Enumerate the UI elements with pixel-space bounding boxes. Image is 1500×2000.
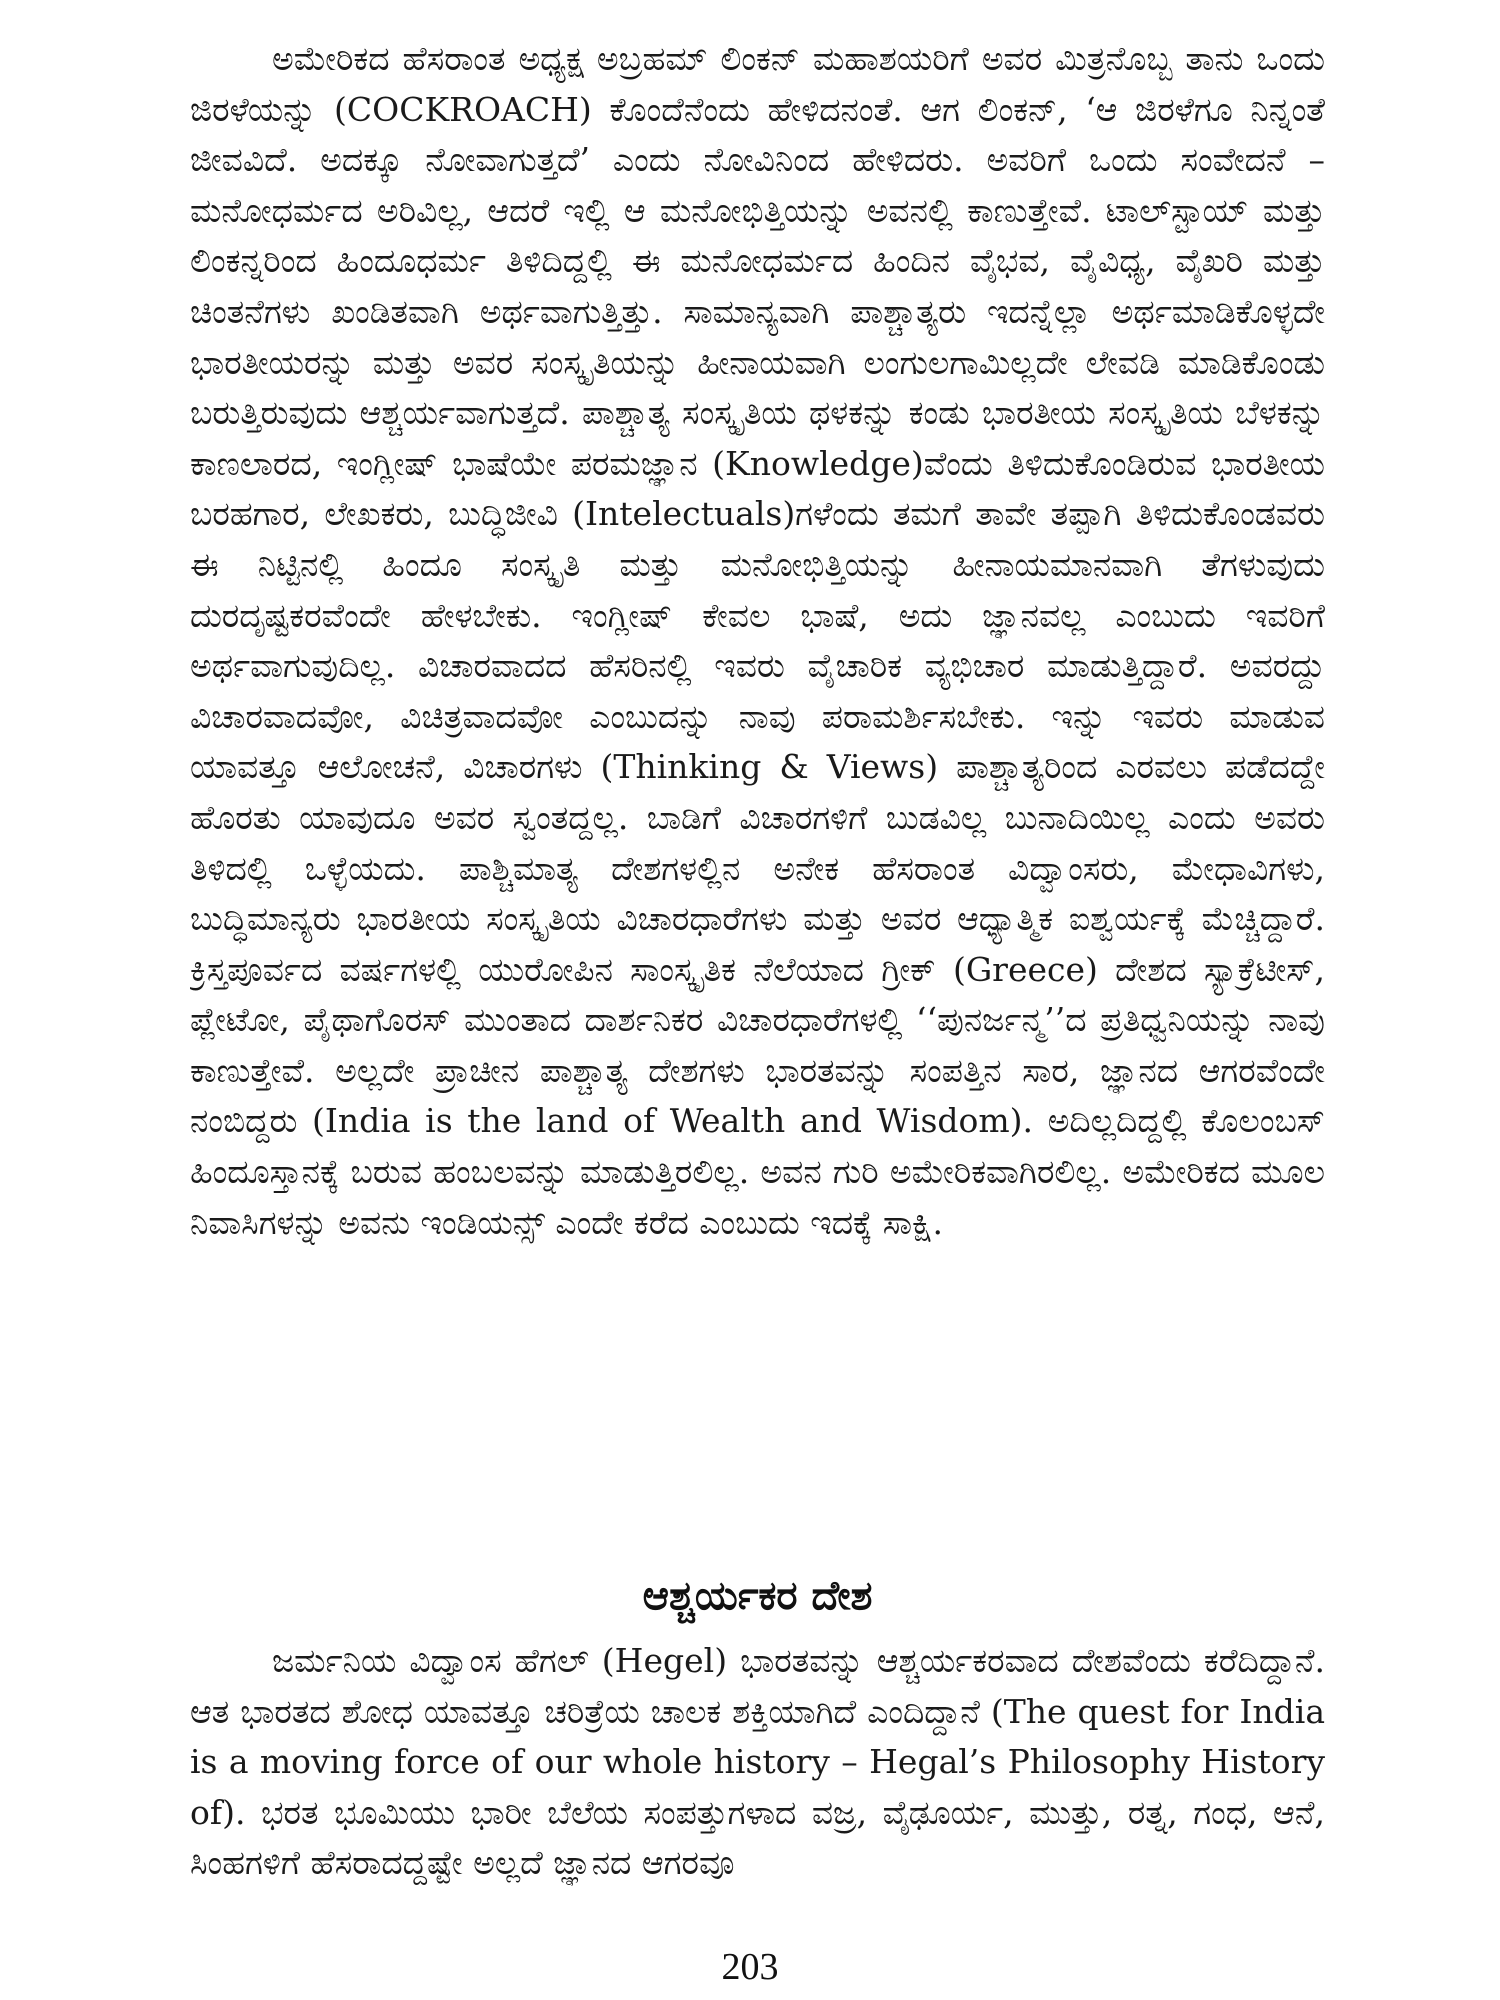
body-paragraph-2 <box>190 1636 1325 1948</box>
page-number: 203 <box>721 1946 779 1988</box>
body-paragraph-1 <box>190 34 1325 1534</box>
section-heading: ಆಶ್ಚರ್ಯಕರ ದೇಶ <box>642 1573 873 1619</box>
paragraph-text: ಅಮೇರಿಕದ ಹೆಸರಾಂತ ಅಧ್ಯಕ್ಷ ಅಬ್ರಹಮ್ ಲಿಂಕನ್ ಮಹಾಶಯರಿಗೆ ಅವರ ಮಿತ್ರನೊಬ್ಬ ತಾನು ಒಂದು ಜಿರಳೆಯನ್ನು (COCKROACH) ಕೊಂದೆನೆಂದು ಹೇಳಿದನಂತೆ. ಆಗ ಲಿಂಕನ್, ‘ಆ ಜಿರಳೆಗೂ ನಿನ್ನಂತೆ ಜೀವವಿದೆ. ಅದಕ್ಕೂ ನೋವಾಗುತ್ತದೆ’ ಎಂದು ನೋವಿನಿಂದ ಹೇಳಿದರು. ಅವರಿಗೆ ಒಂದು ಸಂವೇದನೆ – ಮನೋಧರ್ಮದ ಅರಿವಿಲ್ಲ, ಆದರೆ ಇಲ್ಲಿ ಆ ಮನೋಭಿತ್ತಿಯನ್ನು ಅವನಲ್ಲಿ ಕಾಣುತ್ತೇವೆ. ಟಾಲ್‌ಸ್ಟಾಯ್ ಮತ್ತು ಲಿಂಕನ್ನರಿಂದ ಹಿಂದೂಧರ್ಮ ತಿಳಿದಿದ್ದಲ್ಲಿ ಈ ಮನೋಧರ್ಮದ ಹಿಂದಿನ ವೈಭವ, ವೈವಿಧ್ಯ, ವೈಖರಿ ಮತ್ತು ಚಿಂತನೆಗಳು ಖಂಡಿತವಾಗಿ ಅರ್ಥವಾಗುತ್ತಿತ್ತು. ಸಾಮಾನ್ಯವಾಗಿ ಪಾಶ್ಚಾತ್ಯರು ಇದನ್ನೆಲ್ಲಾ ಅರ್ಥಮಾಡಿಕೊಳ್ಳದೇ ಭಾರತೀಯರನ್ನು ಮತ್ತು ಅವರ ಸಂಸ್ಕೃತಿಯನ್ನು ಹೀನಾಯವಾಗಿ ಲಂಗುಲಗಾಮಿಲ್ಲದೇ ಲೇವಡಿ ಮಾಡಿಕೊಂಡು ಬರುತ್ತಿರುವುದು ಆಶ್ಚರ್ಯವಾಗುತ್ತದೆ. ಪಾಶ್ಚಾತ್ಯ ಸಂಸ್ಕೃತಿಯ ಥಳಕನ್ನು ಕಂಡು ಭಾರತೀಯ ಸಂಸ್ಕೃತಿಯ ಬೆಳಕನ್ನು ಕಾಣಲಾರದ, ಇಂಗ್ಲೀಷ್ ಭಾಷೆಯೇ ಪರಮಜ್ಞಾನ (Knowledge)ವೆಂದು ತಿಳಿದುಕೊಂಡಿರುವ ಭಾರತೀಯ ಬರಹಗಾರ, ಲೇಖಕರು, ಬುದ್ಧಿಜೀವಿ (Intelectuals)ಗಳೆಂದು ತಮಗೆ ತಾವೇ ತಪ್ಪಾಗಿ ತಿಳಿದುಕೊಂಡವರು ಈ ನಿಟ್ಟಿನಲ್ಲಿ ಹಿಂದೂ ಸಂಸ್ಕೃತಿ ಮತ್ತು ಮನೋಭಿತ್ತಿಯನ್ನು ಹೀನಾಯಮಾನವಾಗಿ ತೆಗಳುವುದು ದುರದೃಷ್ಟಕರವೆಂದೇ ಹೇಳಬೇಕು. ಇಂಗ್ಲೀಷ್ ಕೇವಲ ಭಾಷೆ, ಅದು ಜ್ಞಾನವಲ್ಲ ಎಂಬುದು ಇವರಿಗೆ ಅರ್ಥವಾಗುವುದಿಲ್ಲ. ವಿಚಾರವಾದದ ಹೆಸರಿನಲ್ಲಿ ಇವರು ವೈಚಾರಿಕ ವ್ಯಭಿಚಾರ ಮಾಡುತ್ತಿದ್ದಾರೆ. ಅವರದ್ದು ವಿಚಾರವಾದವೋ, ವಿಚಿತ್ರವಾದವೋ ಎಂಬುದನ್ನು ನಾವು ಪರಾಮರ್ಶಿಸಬೇಕು. ಇನ್ನು ಇವರು ಮಾಡುವ ಯಾವತ್ತೂ ಆಲೋಚನೆ, ವಿಚಾರಗಳು (Thinking & Views) ಪಾಶ್ಚಾತ್ಯರಿಂದ ಎರವಲು ಪಡೆದದ್ದೇ ಹೊರತು ಯಾವುದೂ ಅವರ ಸ್ವಂತದ್ದಲ್ಲ. ಬಾಡಿಗೆ ವಿಚಾರಗಳಿಗೆ ಬುಡವಿಲ್ಲ ಬುನಾದಿಯಿಲ್ಲ ಎಂದು ಅವರು ತಿಳಿದಲ್ಲಿ ಒಳ್ಳೆಯದು. ಪಾಶ್ಚಿಮಾತ್ಯ ದೇಶಗಳಲ್ಲಿನ ಅನೇಕ ಹೆಸರಾಂತ ವಿದ್ವಾಂಸರು, ಮೇಧಾವಿಗಳು, ಬುದ್ಧಿಮಾನ್ಯರು ಭಾರತೀಯ ಸಂಸ್ಕೃತಿಯ ವಿಚಾರಧಾರೆಗಳು ಮತ್ತು ಅವರ ಆಧ್ಯಾತ್ಮಿಕ ಐಶ್ವರ್ಯಕ್ಕೆ ಮೆಚ್ಚಿದ್ದಾರೆ. ಕ್ರಿಸ್ತಪೂರ್ವದ ವರ್ಷಗಳಲ್ಲಿ ಯುರೋಪಿನ ಸಾಂಸ್ಕೃತಿಕ ನೆಲೆಯಾದ ಗ್ರೀಕ್ (Greece) ದೇಶದ ಸ್ಯಾಕ್ರೆಟೀಸ್, ಪ್ಲೇಟೋ, ಪೈಥಾಗೊರಸ್ ಮುಂತಾದ ದಾರ್ಶನಿಕರ ವಿಚಾರಧಾರೆಗಳಲ್ಲಿ ‘‘ಪುನರ್ಜನ್ಮ’’ದ ಪ್ರತಿಧ್ವನಿಯನ್ನು ನಾವು ಕಾಣುತ್ತೇವೆ. ಅಲ್ಲದೇ ಪ್ರಾಚೀನ ಪಾಶ್ಚಾತ್ಯ ದೇಶಗಳು ಭಾರತವನ್ನು ಸಂಪತ್ತಿನ ಸಾರ, ಜ್ಞಾನದ ಆಗರವೆಂದೇ ನಂಬಿದ್ದರು (India is the land of Wealth and Wisdom). ಅದಿಲ್ಲದಿದ್ದಲ್ಲಿ ಕೊಲಂಬಸ್ ಹಿಂದೂಸ್ತಾನಕ್ಕೆ ಬರುವ ಹಂಬಲವನ್ನು ಮಾಡುತ್ತಿರಲಿಲ್ಲ. ಅವನ ಗುರಿ ಅಮೇರಿಕವಾಗಿರಲಿಲ್ಲ. ಅಮೇರಿಕದ ಮೂಲ ನಿವಾಸಿಗಳನ್ನು ಅವನು ಇಂಡಿಯನ್ಸ್ ಎಂದೇ ಕರೆದ ಎಂಬುದು ಇದಕ್ಕೆ ಸಾಕ್ಷಿ. <box>190 39 1325 1242</box>
paragraph-text: ಜರ್ಮನಿಯ ವಿದ್ವಾಂಸ ಹೆಗಲ್ (Hegel) ಭಾರತವನ್ನು ಆಶ್ಚರ್ಯಕರವಾದ ದೇಶವೆಂದು ಕರೆದಿದ್ದಾನೆ. ಆತ ಭಾರತದ ಶೋಧ ಯಾವತ್ತೂ ಚರಿತ್ರೆಯ ಚಾಲಕ ಶಕ್ತಿಯಾಗಿದೆ ಎಂದಿದ್ದಾನೆ (The quest for India is a moving force of our whole history – Hegal’s Philosophy History of). ಭರತ ಭೂಮಿಯು ಭಾರೀ ಬೆಲೆಯ ಸಂಪತ್ತುಗಳಾದ ವಜ್ರ, ವೈಢೂರ್ಯ, ಮುತ್ತು, ರತ್ನ, ಗಂಧ, ಆನೆ, ಸಿಂಹಗಳಿಗೆ ಹೆಸರಾದದ್ದಷ್ಟೇ ಅಲ್ಲದೆ ಜ್ಞಾನದ ಆಗರವೂ <box>190 1641 1325 1883</box>
